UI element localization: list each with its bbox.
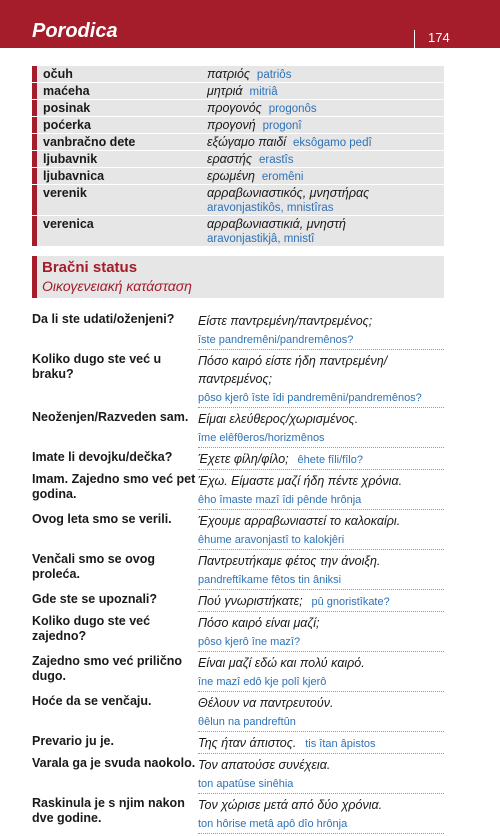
transliteration: aravonjastikôs, mnistîras	[207, 202, 334, 214]
serbian-phrase: Imate li devojku/dečka?	[32, 450, 173, 464]
greek-phrase-cell	[198, 312, 444, 350]
phrase-row	[32, 450, 444, 472]
greek-phrase: Έχουμε αρραβωνιαστεί το καλοκαίρι.	[198, 514, 401, 528]
greek-term: εραστής	[207, 152, 253, 166]
transliteration: tis îtan âpistos	[305, 738, 376, 750]
vocab-row	[32, 185, 444, 216]
phrase-row	[32, 352, 444, 410]
greek-term-cell	[207, 168, 444, 184]
serbian-term: pоćerka	[43, 118, 91, 132]
phrase-row	[32, 796, 444, 836]
phrase-row	[32, 592, 444, 614]
section-heading	[32, 256, 444, 298]
greek-term-cell	[207, 185, 444, 215]
transliteration: eksôgamo pedî	[293, 137, 372, 149]
greek-phrase-cell	[198, 592, 444, 612]
transliteration: îme elêfθeros/horizmênos	[198, 432, 325, 444]
phrase-row	[32, 410, 444, 450]
serbian-phrase: Hoće da se venčaju.	[32, 694, 152, 708]
greek-phrase: Είναι μαζί εδώ και πολύ καιρό.	[198, 656, 365, 670]
serbian-phrase: Ovog leta smo se verili.	[32, 512, 172, 526]
serbian-phrase: Venčali smo se ovog proleća.	[32, 552, 155, 581]
page-title: Porodica	[32, 20, 118, 42]
transliteration: pôso kjerô îne mazî?	[198, 636, 301, 648]
transliteration: aravonjastikjâ, mnistî	[207, 233, 315, 245]
serbian-term: posinak	[43, 101, 91, 115]
phrase-row	[32, 654, 444, 694]
greek-phrase: Παντρευτήκαμε φέτος την άνοιξη.	[198, 554, 381, 568]
section-accent-bar	[32, 256, 37, 298]
greek-term: ερωμένη	[207, 169, 255, 183]
serbian-phrase: Zajedno smo već prilično dugo.	[32, 654, 183, 683]
serbian-term: vanbračno dete	[43, 135, 136, 149]
serbian-term: ljubavnica	[43, 169, 105, 183]
transliteration: ton apatûse sinêhia	[198, 778, 294, 790]
greek-phrase: Είμαι ελεύθερος/χωρισμένος.	[198, 412, 359, 426]
phrase-row	[32, 734, 444, 756]
greek-term: πατριός	[207, 67, 250, 81]
vocab-row	[32, 66, 444, 83]
vocab-row	[32, 83, 444, 100]
section-title: Bračni status	[42, 259, 138, 276]
phrase-row	[32, 512, 444, 552]
phrase-row	[32, 472, 444, 512]
transliteration: progonî	[262, 120, 302, 132]
serbian-phrase: Da li ste udati/oženjeni?	[32, 312, 175, 326]
serbian-phrase: Varala ga je svuda naokolo.	[32, 756, 196, 770]
vocab-row	[32, 100, 444, 117]
greek-phrase: Της ήταν άπιστος.	[198, 736, 297, 750]
serbian-phrase: Koliko dugo ste već u braku?	[32, 352, 162, 381]
transliteration: θêlun na pandreftûn	[198, 716, 296, 728]
greek-term-cell	[207, 83, 444, 99]
greek-phrase-cell	[198, 694, 444, 732]
transliteration: ton hôrise metâ apô dîo hrônja	[198, 818, 348, 830]
transliteration: êhume aravonjastî to kalokjêri	[198, 534, 345, 546]
serbian-term: očuh	[43, 67, 73, 81]
greek-phrase-cell	[198, 756, 444, 794]
vocab-row	[32, 117, 444, 134]
transliteration: eromêni	[261, 171, 304, 183]
transliteration: mitriâ	[249, 86, 278, 98]
serbian-phrase: Gde ste se upoznali?	[32, 592, 158, 606]
phrase-row	[32, 552, 444, 592]
greek-phrase: Θέλουν να παντρευτούν.	[198, 696, 334, 710]
greek-phrase: Είστε παντρεμένη/παντρεμένος;	[198, 314, 373, 328]
vocab-row	[32, 151, 444, 168]
greek-phrase-cell	[198, 654, 444, 692]
page-number: 174	[428, 30, 450, 45]
greek-phrase: Έχω. Είμαστε μαζί ήδη πέντε χρόνια.	[198, 474, 403, 488]
greek-term-cell	[207, 66, 444, 82]
vocab-row	[32, 134, 444, 151]
greek-term-cell	[207, 134, 444, 150]
transliteration: îne mazî edô kje polî kjerô	[198, 676, 327, 688]
greek-term: μητριά	[207, 84, 243, 98]
serbian-term: ljubavnik	[43, 152, 98, 166]
vocab-row	[32, 168, 444, 185]
serbian-term: maćeha	[43, 84, 90, 98]
greek-phrase: Πόσο καιρό είναι μαζί;	[198, 616, 320, 630]
greek-phrase-cell	[198, 512, 444, 550]
greek-phrase: Πού γνωριστήκατε;	[198, 594, 303, 608]
phrase-row	[32, 614, 444, 654]
greek-term: αρραβωνιαστικιά, μνηστή	[207, 217, 346, 231]
transliteration: pandreftîkame fêtos tin âniksi	[198, 574, 342, 586]
greek-phrase-cell	[198, 352, 444, 408]
phrase-list	[32, 312, 444, 836]
vocab-table	[32, 66, 444, 247]
serbian-phrase: Koliko dugo ste već zajedno?	[32, 614, 151, 643]
greek-phrase: Πόσο καιρό είστε ήδη παντρεμένη/παντρεμένος;	[198, 354, 388, 386]
phrase-row	[32, 756, 444, 796]
greek-term-cell	[207, 216, 444, 246]
greek-term-cell	[207, 151, 444, 167]
serbian-phrase: Prevario ju je.	[32, 734, 114, 748]
phrase-row	[32, 312, 444, 352]
serbian-phrase: Neoženjen/Razveden sam.	[32, 410, 189, 424]
greek-phrase-cell	[198, 796, 444, 834]
transliteration: îste pandremêni/pandremênos?	[198, 334, 354, 346]
transliteration: progonôs	[268, 103, 317, 115]
page-header	[0, 0, 500, 48]
greek-term: αρραβωνιαστικός, μνηστήρας	[207, 186, 370, 200]
transliteration: erastîs	[258, 154, 294, 166]
greek-term-cell	[207, 117, 444, 133]
section-greek-title: Οικογενειακή κατάσταση	[42, 278, 192, 294]
transliteration: êhete fîli/fîlo?	[297, 454, 363, 466]
greek-term: εξώγαμο παιδί	[207, 135, 287, 149]
phrase-row	[32, 694, 444, 734]
vocab-row	[32, 216, 444, 247]
greek-term-cell	[207, 100, 444, 116]
greek-phrase-cell	[198, 450, 444, 470]
greek-term: προγονός	[207, 101, 262, 115]
greek-phrase: Έχετε φίλη/φίλο;	[198, 452, 289, 466]
greek-phrase-cell	[198, 410, 444, 448]
transliteration: pû gnoristîkate?	[311, 596, 390, 608]
greek-phrase-cell	[198, 734, 444, 754]
greek-phrase: Τον χώρισε μετά από δύο χρόνια.	[198, 798, 383, 812]
transliteration: êho îmaste mazî îdi pênde hrônja	[198, 494, 362, 506]
greek-phrase-cell	[198, 614, 444, 652]
serbian-term: verenica	[43, 217, 94, 231]
greek-phrase-cell	[198, 552, 444, 590]
serbian-term: verenik	[43, 186, 87, 200]
greek-term: προγονή	[207, 118, 256, 132]
greek-phrase-cell	[198, 472, 444, 510]
greek-phrase: Τον απατούσε συνέχεια.	[198, 758, 331, 772]
transliteration: pôso kjerô îste îdi pandremêni/pandremênos?	[198, 392, 422, 404]
header-divider	[414, 30, 415, 48]
serbian-phrase: Raskinula je s njim nakon dve godine.	[32, 796, 185, 825]
transliteration: patriôs	[256, 69, 292, 81]
serbian-phrase: Imam. Zajedno smo već pet godina.	[32, 472, 196, 501]
